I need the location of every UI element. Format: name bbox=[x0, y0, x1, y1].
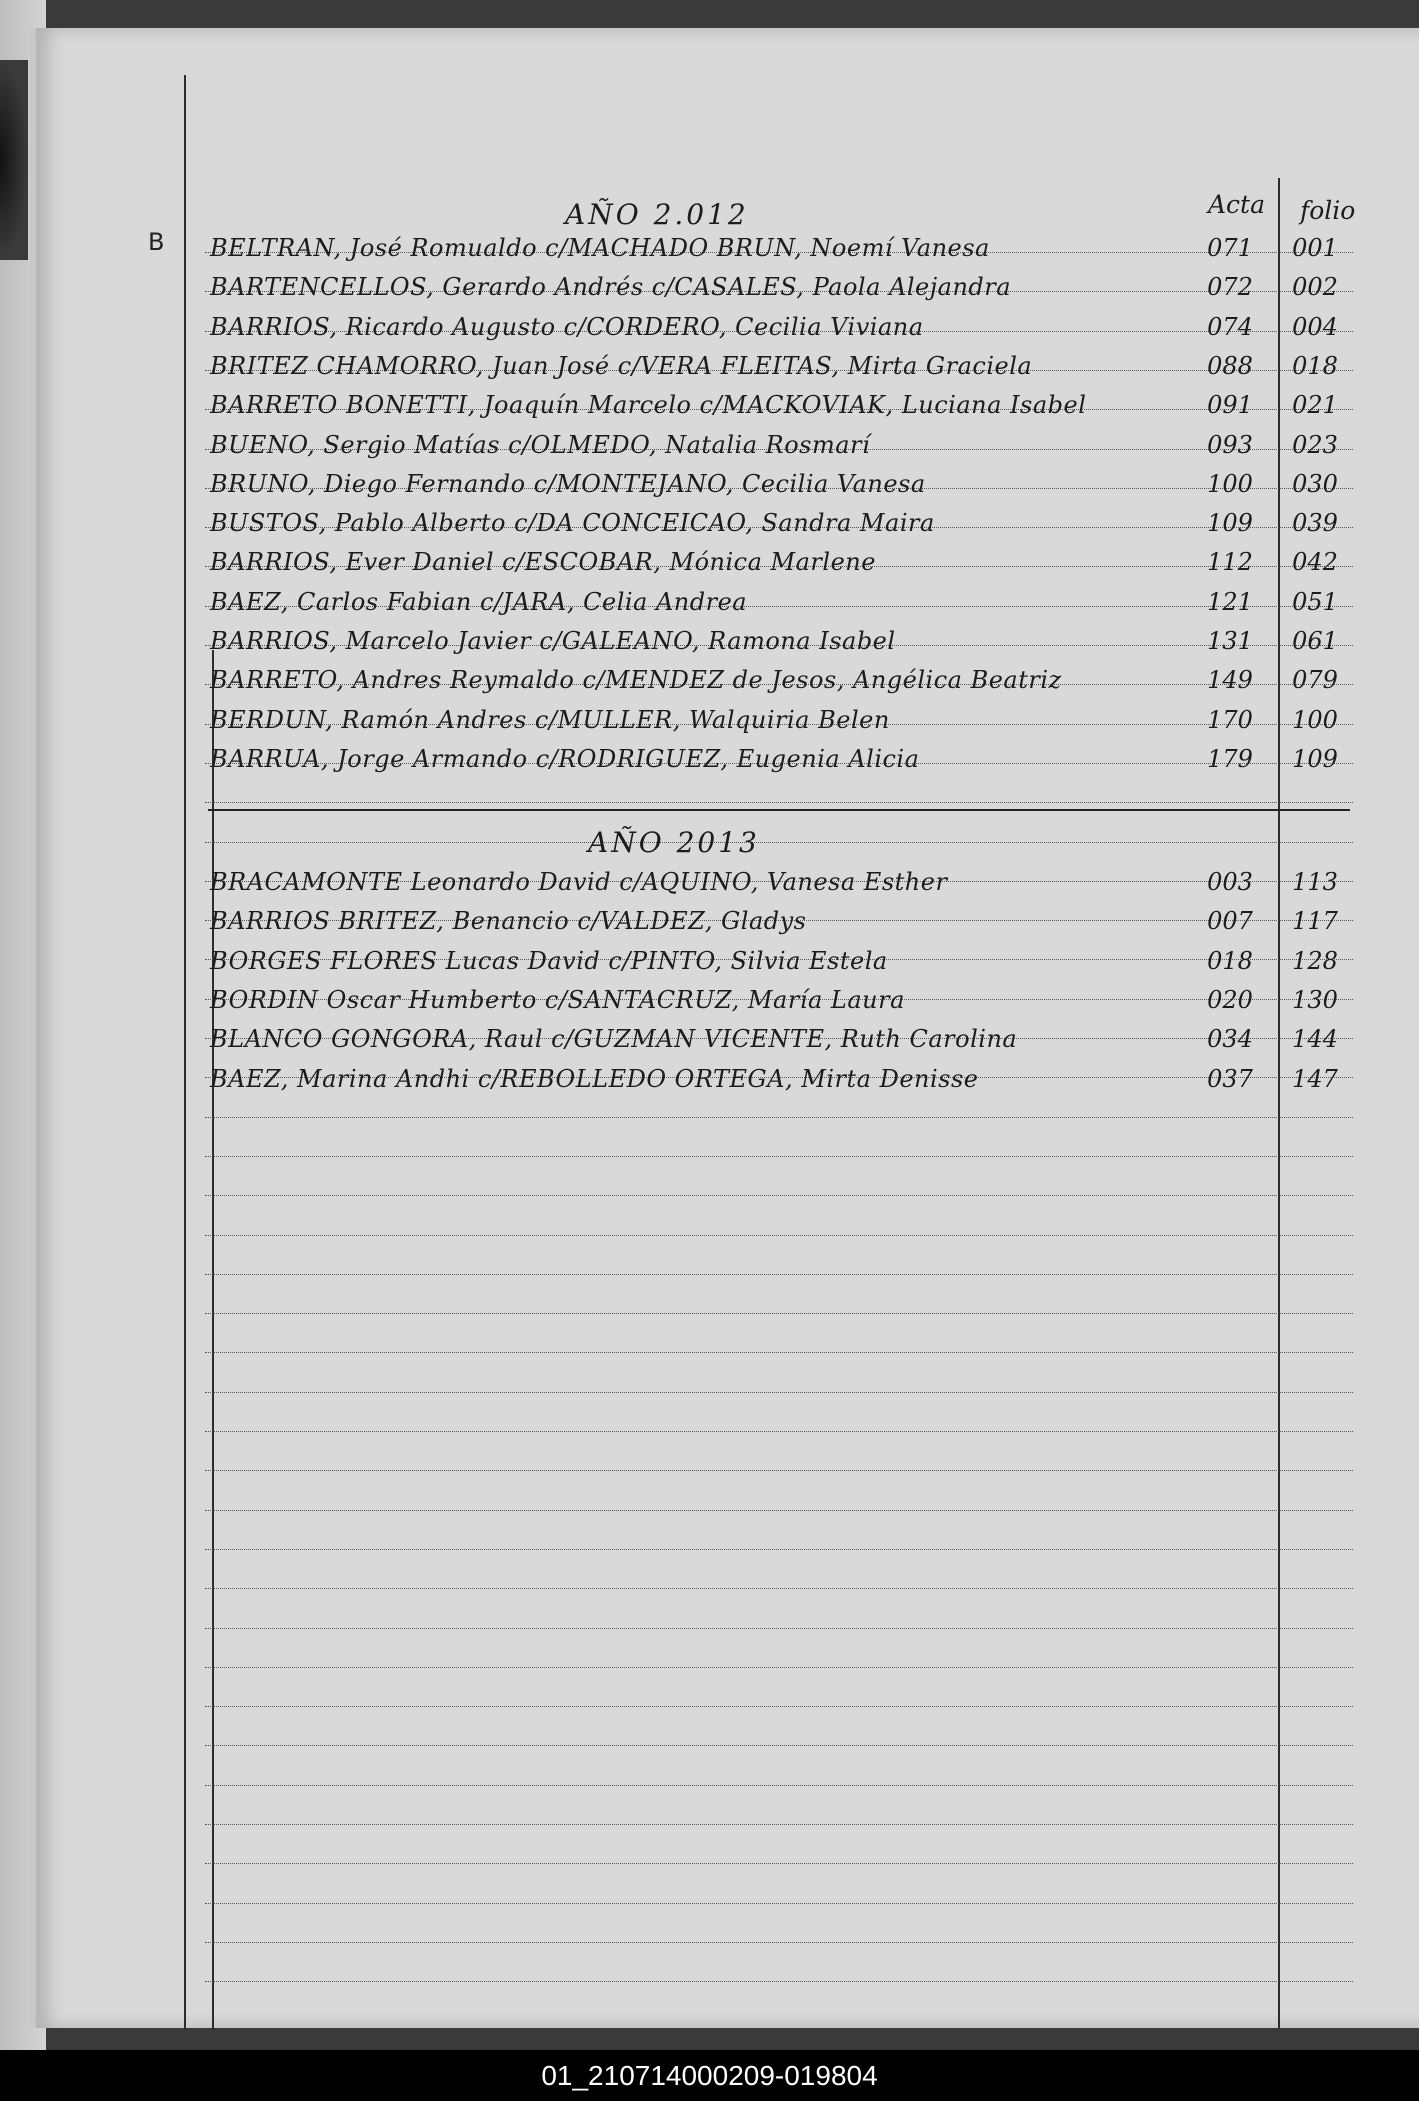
entry-acta: 179 bbox=[1207, 744, 1253, 773]
entry-names: BARRIOS, Ricardo Augusto c/CORDERO, Cecilia Viviana bbox=[210, 312, 924, 341]
entry-acta: 093 bbox=[1207, 430, 1253, 459]
entry-names: BAEZ, Marina Andhi c/REBOLLEDO ORTEGA, Mirta Denisse bbox=[210, 1064, 979, 1093]
ruled-line bbox=[205, 1235, 1353, 1236]
ruled-line bbox=[205, 1942, 1353, 1943]
margin-line bbox=[184, 75, 186, 2030]
entry-folio: 042 bbox=[1292, 548, 1338, 577]
entry-acta: 071 bbox=[1207, 234, 1253, 262]
index-tab-letter: B bbox=[148, 228, 165, 256]
entry-names: BORGES FLORES Lucas David c/PINTO, Silvia Estela bbox=[210, 946, 888, 975]
entry-acta: 149 bbox=[1207, 666, 1253, 695]
entry-folio: 051 bbox=[1292, 587, 1338, 616]
ruled-line bbox=[205, 1588, 1353, 1589]
ledger-entry bbox=[210, 226, 1350, 264]
column-header-folio: folio bbox=[1300, 196, 1356, 225]
entry-acta: 003 bbox=[1207, 868, 1253, 896]
entry-acta: 170 bbox=[1207, 705, 1253, 734]
ledger-entry bbox=[210, 939, 1350, 977]
entry-acta: 112 bbox=[1207, 548, 1253, 577]
ledger-entry bbox=[210, 265, 1350, 303]
entry-names: BRACAMONTE Leonardo David c/AQUINO, Vanesa Esther bbox=[210, 868, 948, 896]
entry-folio: 039 bbox=[1292, 509, 1338, 538]
section-title-2013: AÑO 2013 bbox=[588, 826, 760, 859]
entry-acta: 072 bbox=[1207, 273, 1253, 302]
ruled-line bbox=[205, 1195, 1353, 1196]
ledger-entry bbox=[210, 658, 1350, 696]
entry-folio: 109 bbox=[1292, 744, 1338, 773]
ruled-line bbox=[205, 1785, 1353, 1786]
entry-acta: 018 bbox=[1207, 946, 1253, 975]
entry-names: BRUNO, Diego Fernando c/MONTEJANO, Cecilia Vanesa bbox=[210, 469, 926, 498]
entry-names: BUENO, Sergio Matías c/OLMEDO, Natalia Rosmarí bbox=[210, 430, 871, 459]
ledger-entry bbox=[210, 899, 1350, 937]
column-header-acta: Acta bbox=[1208, 190, 1266, 219]
ledger-entry bbox=[210, 698, 1350, 736]
section-separator bbox=[208, 809, 1350, 811]
ledger-entry bbox=[210, 978, 1350, 1016]
ruled-line bbox=[205, 1117, 1353, 1118]
entry-names: BARRIOS BRITEZ, Benancio c/VALDEZ, Gladys bbox=[210, 907, 807, 936]
entry-folio: 100 bbox=[1292, 705, 1338, 734]
entry-names: BUSTOS, Pablo Alberto c/DA CONCEICAO, Sandra Maira bbox=[210, 509, 935, 538]
ruled-line bbox=[205, 1628, 1353, 1629]
entry-names: BERDUN, Ramón Andres c/MULLER, Walquiria Belen bbox=[210, 705, 890, 734]
ledger-entry bbox=[210, 1017, 1350, 1055]
ledger-entry bbox=[210, 619, 1350, 657]
entry-names: BLANCO GONGORA, Raul c/GUZMAN VICENTE, Ruth Carolina bbox=[210, 1025, 1018, 1054]
entry-acta: 034 bbox=[1207, 1025, 1253, 1054]
ledger-entry bbox=[210, 383, 1350, 421]
entry-acta: 007 bbox=[1207, 907, 1253, 936]
ruled-line bbox=[205, 1156, 1353, 1157]
entry-names: BELTRAN, José Romualdo c/MACHADO BRUN, Noemí Vanesa bbox=[210, 234, 990, 262]
entry-folio: 030 bbox=[1292, 469, 1338, 498]
ledger-entry bbox=[210, 737, 1350, 775]
ruled-line bbox=[205, 1981, 1353, 1982]
entry-names: BARRIOS, Ever Daniel c/ESCOBAR, Mónica Marlene bbox=[210, 548, 876, 577]
ruled-line bbox=[205, 1745, 1353, 1746]
ruled-line bbox=[205, 1431, 1353, 1432]
ledger-entry bbox=[210, 1057, 1350, 1095]
entry-folio: 144 bbox=[1292, 1025, 1338, 1054]
ledger-entry bbox=[210, 540, 1350, 578]
entry-names: BARRETO, Andres Reymaldo c/MENDEZ de Jesos, Angélica Beatriz bbox=[210, 666, 1062, 695]
entry-names: BARRIOS, Marcelo Javier c/GALEANO, Ramona Isabel bbox=[210, 627, 896, 655]
ledger-entry bbox=[210, 860, 1350, 898]
entry-acta: 074 bbox=[1207, 312, 1253, 341]
entry-names: BARRETO BONETTI, Joaquín Marcelo c/MACKOVIAK, Luciana Isabel bbox=[210, 391, 1087, 420]
entry-folio: 023 bbox=[1292, 430, 1338, 459]
entry-folio: 113 bbox=[1292, 868, 1338, 896]
entry-folio: 147 bbox=[1292, 1064, 1338, 1093]
ruled-line bbox=[205, 1313, 1353, 1314]
ruled-line bbox=[205, 1706, 1353, 1707]
ruled-line bbox=[205, 1352, 1353, 1353]
ruled-line bbox=[205, 1510, 1353, 1511]
entry-names: BARTENCELLOS, Gerardo Andrés c/CASALES, Paola Alejandra bbox=[210, 273, 1012, 302]
entry-folio: 130 bbox=[1292, 985, 1338, 1014]
entry-acta: 121 bbox=[1207, 587, 1253, 616]
ledger-entry bbox=[210, 580, 1350, 618]
binding-stain bbox=[0, 60, 28, 260]
entry-folio: 117 bbox=[1292, 907, 1338, 936]
ruled-line bbox=[205, 1903, 1353, 1904]
entry-names: BARRUA, Jorge Armando c/RODRIGUEZ, Eugenia Alicia bbox=[210, 744, 920, 773]
ruled-line bbox=[205, 1863, 1353, 1864]
entry-folio: 128 bbox=[1292, 946, 1338, 975]
entry-folio: 004 bbox=[1292, 312, 1338, 341]
ruled-line bbox=[205, 1392, 1353, 1393]
entry-acta: 088 bbox=[1207, 351, 1253, 380]
entry-names: BORDIN Oscar Humberto c/SANTACRUZ, María Laura bbox=[210, 985, 905, 1014]
ruled-line bbox=[205, 1824, 1353, 1825]
entry-folio: 061 bbox=[1292, 627, 1338, 655]
section-title-2012: AÑO 2.012 bbox=[565, 198, 749, 231]
entry-folio: 079 bbox=[1292, 666, 1338, 695]
ruled-line bbox=[205, 1549, 1353, 1550]
ruled-line bbox=[205, 802, 1353, 803]
ledger-entry bbox=[210, 423, 1350, 461]
ruled-line bbox=[205, 1470, 1353, 1471]
ruled-line bbox=[205, 1667, 1353, 1668]
entry-acta: 091 bbox=[1207, 391, 1253, 420]
entry-folio: 018 bbox=[1292, 351, 1338, 380]
ruled-line bbox=[205, 1274, 1353, 1275]
entry-acta: 109 bbox=[1207, 509, 1253, 538]
entry-acta: 100 bbox=[1207, 469, 1253, 498]
entry-folio: 001 bbox=[1292, 234, 1338, 262]
image-caption: 01_210714000209-019804 bbox=[0, 2050, 1419, 2101]
ledger-entry bbox=[210, 462, 1350, 500]
margin-line-inner bbox=[212, 650, 214, 2030]
ledger-entry bbox=[210, 501, 1350, 539]
ledger-entry bbox=[210, 344, 1350, 382]
entry-names: BAEZ, Carlos Fabian c/JARA, Celia Andrea bbox=[210, 587, 748, 616]
ledger-entry bbox=[210, 305, 1350, 343]
entry-folio: 021 bbox=[1292, 391, 1338, 420]
entry-acta: 037 bbox=[1207, 1064, 1253, 1093]
entry-acta: 131 bbox=[1207, 627, 1253, 655]
ruled-line bbox=[205, 842, 1353, 843]
entry-acta: 020 bbox=[1207, 985, 1253, 1014]
entry-folio: 002 bbox=[1292, 273, 1338, 302]
entry-names: BRITEZ CHAMORRO, Juan José c/VERA FLEITAS, Mirta Graciela bbox=[210, 351, 1033, 380]
